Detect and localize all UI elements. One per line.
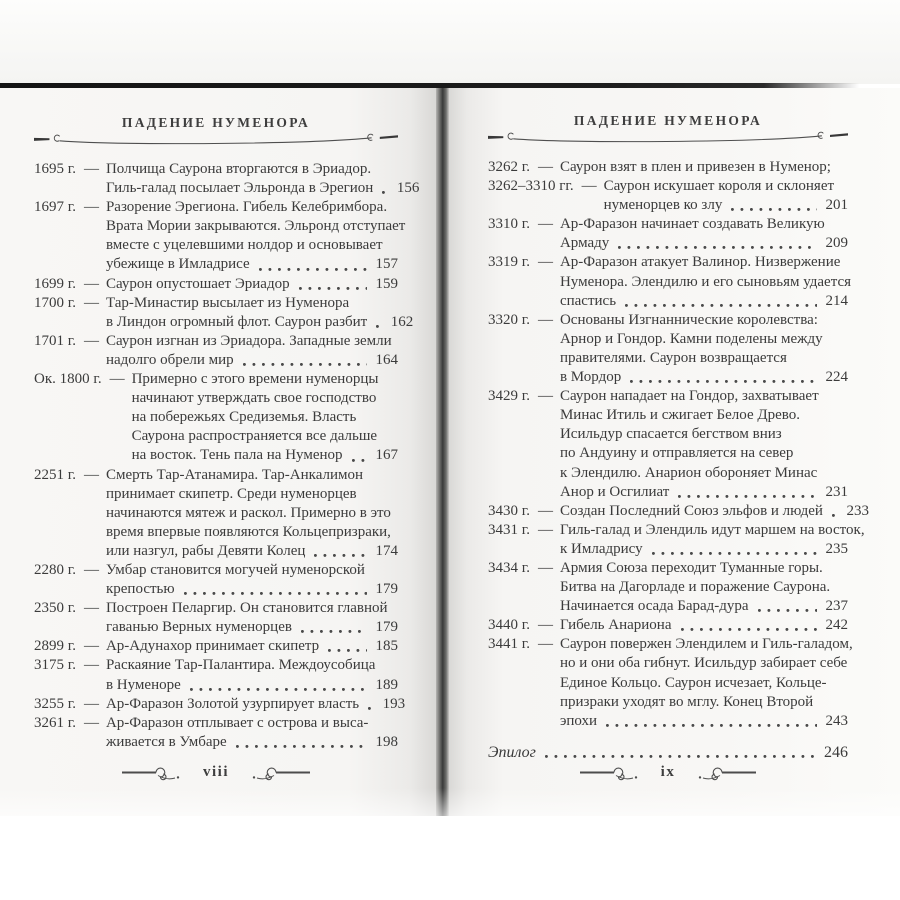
toc-entry [34,370,398,465]
page-ref: 164 [375,351,398,368]
footer-ornament-right-icon [244,765,310,781]
toc-entry [34,656,398,694]
em-dash: — [83,161,99,177]
entry-line: вместе с уцелевшими нолдор и основывает [105,237,383,254]
entry-line [105,313,414,332]
entry-line [560,616,848,635]
entry-text [560,387,848,502]
entry-line: на побережьях Средиземья. Власть [131,409,357,426]
page-footer-left [34,764,398,781]
entry-line-text: спастись [559,292,617,309]
entry-line [106,637,398,656]
entry-line: Ар-Фаразон атакует Валинор. Низвержение [559,254,841,271]
entry-line: Саурон взят в плен и привезен в Нуменор; [559,159,831,175]
em-dash: — [83,600,99,617]
entry-line-text: Анор и Осгилиат [559,483,670,500]
dot-leader [758,609,817,612]
entry-line-text: Ар-Адунахор принимает скипетр [105,638,320,655]
entry-text [106,637,398,656]
entry-line: Исильдур спасается бегством вниз [559,426,782,443]
em-dash: — [537,559,553,576]
entry-line-text: эпохи [559,712,598,729]
entry-line [560,292,848,311]
entry-line: по Андуину и отправляется на север [559,445,794,462]
toc-entry [488,502,869,521]
entry-year: 3434 г. [488,559,530,576]
entry-line-text: Создан Последний Союз эльфов и людей [559,502,823,519]
entry-line: правителями. Саурон возвращается [559,349,787,366]
entry-line: Минас Итиль и сжигает Белое Древо. [559,407,800,424]
em-dash: — [537,159,553,175]
dot-leader [382,191,388,194]
entry-line: начинают утверждать свое господство [131,390,377,407]
toc-entry [34,561,398,599]
toc-entry [488,387,848,502]
em-dash: — [83,466,99,483]
header-flourish-icon [488,130,848,145]
entry-text [106,561,398,599]
entry-line-text: крепостью [105,581,175,598]
entry-line: к Элендилю. Анарион обороняет Минас [559,464,818,481]
dot-leader [190,688,367,691]
book-spread [0,88,900,816]
em-dash: — [109,371,125,388]
entry-line [560,540,848,559]
page-ref: 235 [825,540,848,557]
header-flourish-icon [34,132,398,147]
entry-line-text: живается в Умбаре [105,733,227,750]
entry-line: время впервые появляются Кольцепризраки, [105,523,391,540]
entry-line-text: в Мордор [559,369,622,386]
entry-line-text: Армаду [559,235,610,252]
entry-line [560,234,848,253]
entry-line: принимает скипетр. Среди нуменорцев [105,485,357,502]
page-ref: 201 [825,197,848,214]
em-dash: — [83,561,99,578]
page-ref: 189 [375,676,398,693]
toc-entry [488,311,848,387]
entry-text [106,275,398,294]
dot-leader [625,304,817,307]
entry-line-text: в Нуменоре [105,676,181,693]
entry-line-text: Гибель Анариона [559,617,672,634]
toc-entry [34,466,398,561]
toc-entry [488,253,852,310]
em-dash: — [83,714,99,731]
entry-line [559,502,869,521]
dot-leader [630,380,817,383]
toc-entry [34,198,406,274]
toc-entry [488,521,865,559]
entry-line: Саурон повержен Элендилем и Гиль-галадом, [559,636,853,653]
entry-line-text: или назгул, рабы Девяти Колец [105,542,306,559]
entry-year: Ок. 1800 г. [34,371,102,388]
page-ref: 246 [824,743,848,761]
dot-leader [328,649,367,652]
entry-line [560,483,848,502]
entry-line: Арнор и Гондор. Камни поделены между [559,330,823,347]
entry-line [106,580,398,599]
entry-year: 3431 г. [488,521,530,538]
dot-leader [731,208,817,211]
entry-line: Саурон изгнан из Эриадора. Западные земли [105,332,392,349]
page-footer-right [488,764,848,781]
page-ref: 233 [846,502,869,519]
entry-line: Тар-Минастир высылает из Нуменора [105,294,350,311]
entry-text [105,160,420,198]
entry-line: Ар-Фаразон отплывает с острова и выса- [105,714,369,731]
toc-entry [488,177,848,215]
entry-text [559,635,853,730]
dot-leader [376,325,382,328]
entry-line-text: надолго обрели мир [105,351,234,368]
entry-line-text: Ар-Фаразон Золотой узурпирует власть [105,695,360,712]
entry-line [106,733,398,752]
toc-entry [34,695,406,714]
entry-line: Саурона распространяется все дальше [131,428,378,445]
entry-text [560,311,848,387]
page-ref: 243 [825,712,848,729]
entry-line: Врата Мории закрываются. Эльронд отступает [105,218,406,235]
page-ref: 157 [375,256,398,273]
entry-text [106,332,398,370]
entry-line: Построен Пеларгир. Он становится главной [105,600,388,617]
page-ref: 231 [825,483,848,500]
entry-line [105,695,406,714]
entry-year: 2251 г. [34,466,76,483]
entry-line [106,351,398,370]
entry-line: Ар-Фаразон начинает создавать Великую [559,216,825,233]
toc-entry [34,714,398,752]
toc-entry [34,599,398,637]
entry-line [105,179,420,198]
toc-entry [34,160,420,198]
entry-year: 3429 г. [488,388,530,405]
page-right [449,88,900,816]
entry-line-text: убежище в Имладрисе [105,256,250,273]
em-dash: — [537,311,553,328]
entry-year: 3319 г. [488,254,530,271]
em-dash: — [581,178,597,195]
em-dash: — [537,502,553,519]
entry-line-text: Саурон опустошает Эриадор [105,275,290,292]
page-ref: 179 [375,581,398,598]
entry-line: но и они оба гибнут. Исильдур забирает себе [559,655,848,672]
entry-line [604,196,848,215]
entry-line [560,712,848,731]
entry-line: Раскаяние Тар-Палантира. Междоусобица [105,657,376,674]
toc-entry [488,215,848,253]
entry-line [106,618,398,637]
em-dash: — [83,638,99,655]
entry-year: 3310 г. [488,216,530,233]
entry-year: 3441 г. [488,636,530,653]
dot-leader [832,514,838,517]
page-ref: 242 [825,617,848,634]
page-left [0,88,436,816]
entry-line: призраки уходят во мглу. Конец Второй [559,693,814,710]
entry-text [559,253,852,310]
dot-leader [299,287,367,290]
entry-year: 3262 г. [488,159,530,175]
entry-line: Саурон искушает короля и склоняет [603,178,835,195]
em-dash: — [537,636,553,653]
entry-year: 1699 г. [34,275,76,292]
page-ref: 179 [375,619,398,636]
entry-line [106,255,398,274]
page-ref: 156 [396,180,420,197]
dot-leader [259,268,367,271]
dot-leader [652,552,817,555]
entry-line-text: Гиль-галад посылает Эльронда в Эрегион [105,180,374,197]
entry-line: Основаны Изгнаннические королевства: [559,311,818,328]
em-dash: — [83,275,99,292]
entry-line: Смерть Тар-Атанамира. Тар-Анкалимон [105,466,364,483]
entry-line: Примерно с этого времени нуменорцы [131,371,379,388]
entry-line-text: в Линдон огромный флот. Саурон разбит [105,313,368,330]
entry-line [560,597,848,616]
entry-text [559,502,869,521]
footer-ornament-right-icon [690,765,756,781]
toc-entry [34,294,414,332]
em-dash: — [537,617,553,634]
toc-left [34,160,420,752]
entry-line: Полчища Саурона вторгаются в Эриадор. [105,161,372,177]
entry-line: Саурон нападает на Гондор, захватывает [559,388,819,405]
page-ref: 237 [825,598,848,615]
entry-text [560,158,848,177]
entry-line-text: нуменорцев ко злу [603,197,723,214]
entry-year: 3430 г. [488,502,530,519]
page-ref: 174 [375,542,398,559]
page-ref: 167 [375,447,398,464]
entry-text [105,695,406,714]
page-ref: 159 [375,275,398,292]
entry-year: 1695 г. [34,161,76,177]
dot-leader [545,755,817,758]
entry-text [105,294,414,332]
dot-leader [606,724,817,727]
entry-year: 3261 г. [34,714,76,731]
toc-entry [488,559,848,616]
epilogue-label: Эпилог [488,743,536,761]
entry-line [560,368,848,387]
entry-line: Умбар становится могучей нуменорской [105,561,365,578]
footer-ornament-left-icon [122,765,188,781]
dot-leader [352,459,367,462]
entry-text [132,370,398,465]
em-dash: — [83,332,99,349]
entry-line [106,275,398,294]
dot-leader [314,554,367,557]
dot-leader [678,495,817,498]
em-dash: — [83,199,99,216]
entry-year: 1697 г. [34,199,76,216]
entry-text [106,714,398,752]
entry-year: 3262–3310 гг. [488,178,574,195]
entry-line-text: Начинается осада Барад-дура [559,598,749,615]
entry-line: Армия Союза переходит Туманные горы. [559,559,823,576]
page-number-roman-left: viii [202,764,229,780]
toc-entry [488,158,848,177]
entry-line: начинаются мятеж и раскол. Примерно в это [105,504,391,521]
em-dash: — [537,254,553,271]
footer-ornament-left-icon [580,765,646,781]
dot-leader [236,745,367,748]
entry-text [106,599,398,637]
entry-line [132,446,398,465]
entry-text [105,198,406,274]
entry-year: 3255 г. [34,695,76,712]
entry-text [560,215,848,253]
entry-year: 1700 г. [34,294,76,311]
entry-text [560,616,848,635]
entry-text [604,177,848,215]
em-dash: — [83,657,99,674]
entry-year: 2350 г. [34,600,76,617]
toc-right [488,158,869,731]
em-dash: — [537,521,553,538]
entry-line: Нуменора. Элендилю и его сыновьям удается [559,273,852,290]
em-dash: — [83,294,99,311]
entry-line [106,542,398,561]
em-dash: — [537,216,553,233]
dot-leader [301,630,367,633]
page-ref: 162 [390,313,414,330]
page-ref: 224 [825,369,848,386]
entry-text [106,466,398,561]
entry-year: 1701 г. [34,332,76,349]
entry-year: 2899 г. [34,638,76,655]
entry-line [106,676,398,695]
entry-year: 3320 г. [488,311,530,328]
book-spine [436,88,449,816]
page-ref: 198 [375,733,398,750]
entry-year: 3440 г. [488,617,530,634]
entry-text [106,656,398,694]
entry-line: Гиль-галад и Элендиль идут маршем на восток, [559,521,865,538]
entry-text [559,521,865,559]
toc-entry [488,616,848,635]
page-ref: 185 [375,638,398,655]
toc-entry [34,332,398,370]
entry-line-text: к Имладрису [559,540,643,557]
page-ref: 209 [825,235,848,252]
entry-line: Разорение Эрегиона. Гибель Келебримбора. [105,199,388,216]
entry-line: Битва на Дагорладе и поражение Саурона. [559,579,831,596]
entry-year: 2280 г. [34,561,76,578]
entry-text [560,559,848,616]
page-ref: 214 [825,292,848,309]
dot-leader [618,246,817,249]
dot-leader [184,592,367,595]
em-dash: — [83,695,99,712]
toc-entry [34,275,398,294]
dot-leader [243,363,367,366]
entry-line-text: гаванью Верных нуменорцев [105,619,292,636]
background-above-book [0,0,900,84]
page-ref: 193 [382,695,406,712]
entry-line-text: на восток. Тень пала на Нуменор [131,447,343,464]
running-header-right: ПАДЕНИЕ НУМЕНОРА [573,113,763,128]
toc-entry [34,637,398,656]
entry-line: Единое Кольцо. Саурон исчезает, Кольце- [559,674,827,691]
em-dash: — [537,388,553,405]
page-number-roman-right: ix [660,764,676,780]
epilogue-row [488,744,848,762]
dot-leader [368,707,374,710]
toc-entry [488,635,853,730]
running-header-left: ПАДЕНИЕ НУМЕНОРА [121,115,311,130]
dot-leader [681,628,818,631]
entry-year: 3175 г. [34,657,76,674]
